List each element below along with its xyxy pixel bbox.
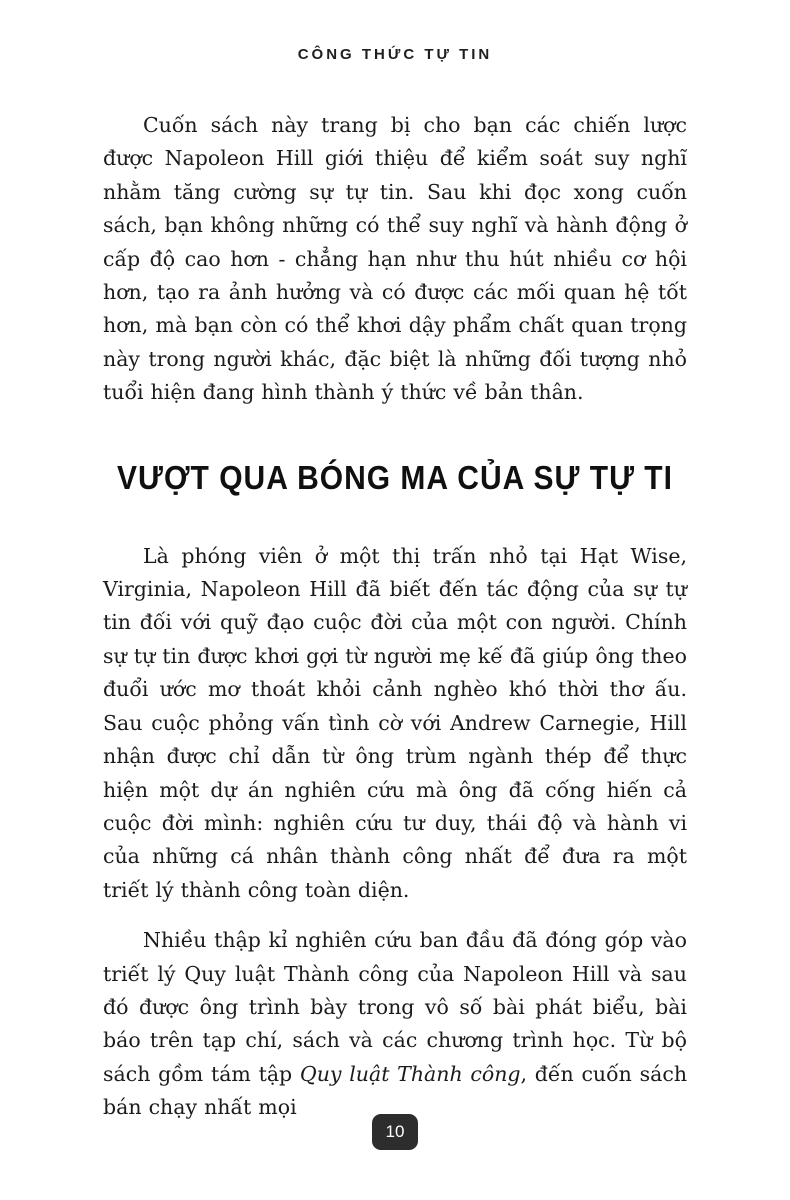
page-number: 10 <box>385 1122 405 1141</box>
paragraph-legacy-text-start: Nhiều thập kỉ nghiên cứu ban đầu đã đóng góp vào triết lý Quy luật Thành công của Napoleon Hill và sau đó được ông trình bày trong vô số bài phát biểu, bài báo trên tạp chí, sách và các chương trình học. Từ bộ sách gồm tám tập <box>103 928 687 1086</box>
running-header: CÔNG THỨC TỰ TIN <box>297 46 493 63</box>
paragraph-legacy <box>103 924 687 1124</box>
section-heading: VƯỢT QUA BÓNG MA CỦA SỰ TỰ TI <box>117 459 673 497</box>
book-title-italic: Quy luật Thành công <box>299 1061 521 1086</box>
page-number-badge <box>372 1114 418 1150</box>
paragraph-intro: Cuốn sách này trang bị cho bạn các chiến lược được Napoleon Hill giới thiệu để kiểm soát suy nghĩ nhằm tăng cường sự tự tin. Sau khi đọc xong cuốn sách, bạn không những có thể suy nghĩ và hành động ở cấp độ cao hơn - chẳng hạn như thu hút nhiều cơ hội hơn, tạo ra ảnh hưởng và có được các mối quan hệ tốt hơn, mà bạn còn có thể khơi dậy phẩm chất quan trọng này trong người khác, đặc biệt là những đối tượng nhỏ tuổi hiện đang hình thành ý thức về bản thân. <box>103 113 687 405</box>
paragraph-biography: Là phóng viên ở một thị trấn nhỏ tại Hạt Wise, Virginia, Napoleon Hill đã biết đến tác động của sự tự tin đối với quỹ đạo cuộc đời của một con người. Chính sự tự tin được khơi gợi từ người mẹ kế đã giúp ông theo đuổi ước mơ thoát khỏi cảnh nghèo khó thời thơ ấu. Sau cuộc phỏng vấn tình cờ với Andrew Carnegie, Hill nhận được chỉ dẫn từ ông trùm ngành thép để thực hiện một dự án nghiên cứu mà ông đã cống hiến cả cuộc đời mình: nghiên cứu tư duy, thái độ và hành vi của những cá nhân thành công nhất để đưa ra một triết lý thành công toàn diện. <box>103 543 687 902</box>
paragraph-legacy-text-end: , đến cuốn sách bán chạy nhất mọi <box>103 1061 688 1120</box>
